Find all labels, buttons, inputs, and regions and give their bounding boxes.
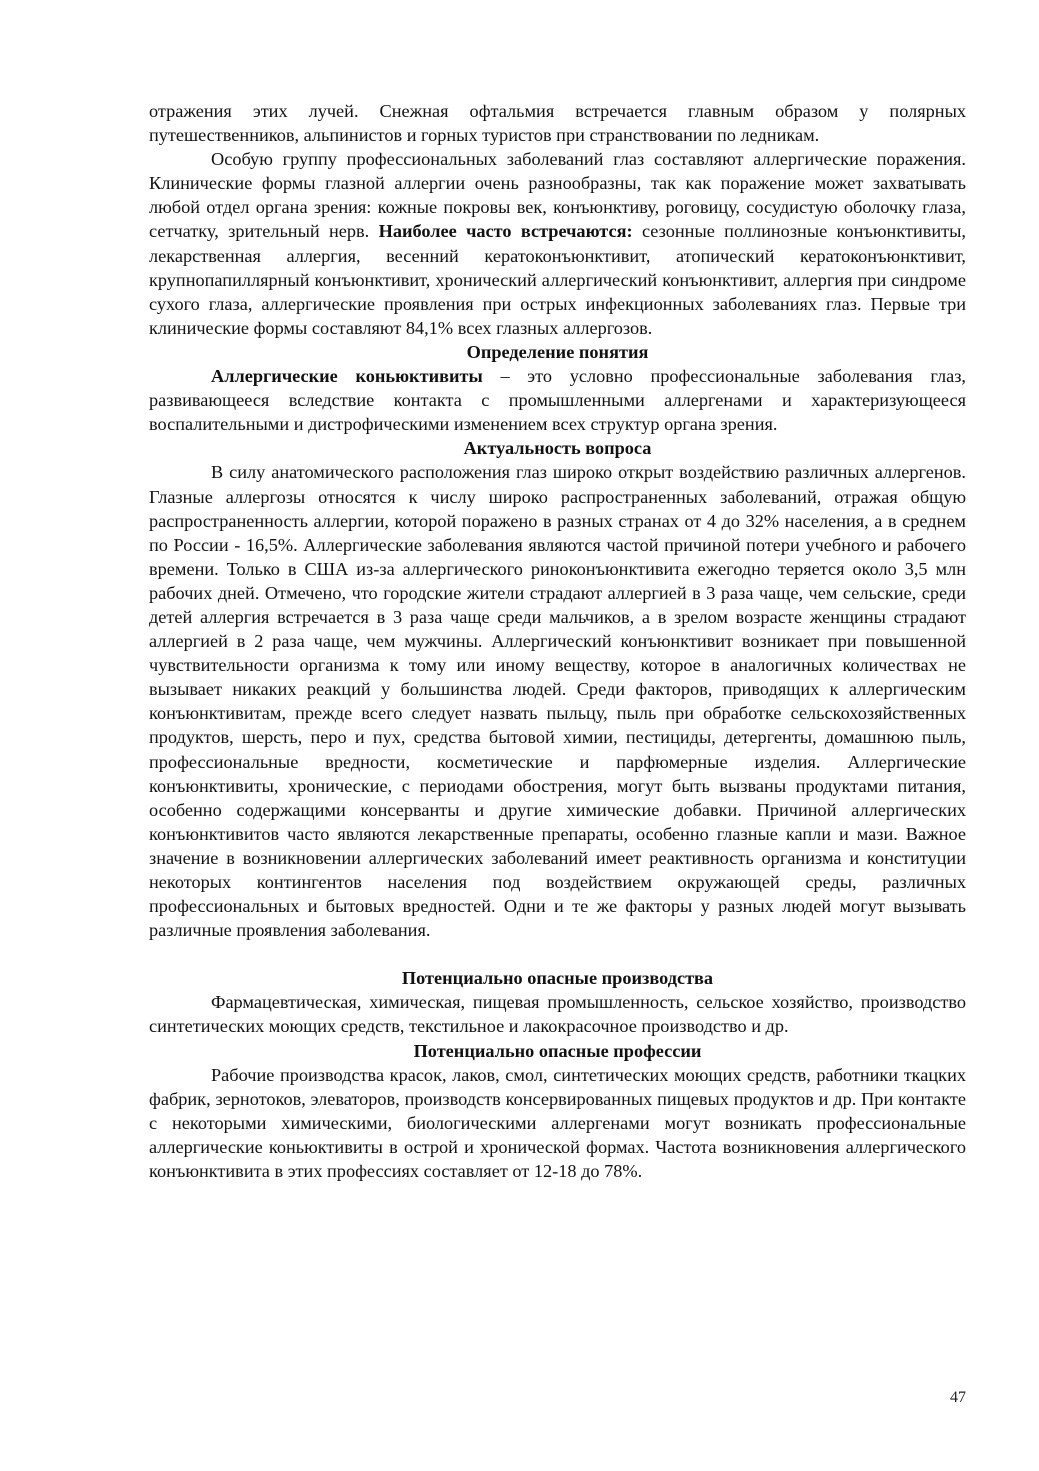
heading-professions: Потенциально опасные профессии xyxy=(413,1040,702,1061)
page-body xyxy=(149,99,966,1183)
spacer xyxy=(149,942,966,966)
heading-industries: Потенциально опасные производства xyxy=(401,968,714,989)
paragraph-definition xyxy=(149,364,966,436)
paragraph-professions: Рабочие производства красок, лаков, смол, синтетических моющих средств, работники ткацких фабрик, зернотоков, элеваторов, производств консервированных пищевых продуктов и др. При контакте с некоторыми химическими, биологическими аллергенами могут возникать профессиональные аллергические коньюктивиты в острой и хронической формах. Частота возникновения аллергического конъюнктивита в этих профессиях составляет от 12-18 до 78%. xyxy=(149,1064,966,1182)
heading-definition: Определение понятия xyxy=(466,341,649,362)
bold-phrase: Наиболее часто встречаются: xyxy=(378,221,633,242)
paragraph-text: сезонные поллинозные конъюнктивиты, лекарственная аллергия, весенний кератоконъюнктивит, атопический кератоконъюнктивит, крупнопапиллярный конъюнктивит, хронический аллергический конъюнктивит, аллергия при синдроме сухого глаза, аллергические проявления при острых инфекционных заболеваниях глаз. Первые три клинические формы составляют 84,1% всех глазных аллергозов. xyxy=(149,221,966,338)
paragraph-text: Особую группу профессиональных заболеваний глаз составляют аллергические поражения. Клинические формы глазной аллергии очень разнообразны, так как поражение может захватывать любой отдел органа зрения: кожные покровы век, конъюнктиву, роговицу, сосудистую оболочку глаза, сетчатку, зрительный нерв. xyxy=(149,149,966,242)
paragraph-industries: Фармацевтическая, химическая, пищевая промышленность, сельское хозяйство, производство синтетических моющих средств, текстильное и лакокрасочное производство и др. xyxy=(149,992,966,1037)
paragraph-relevance: В силу анатомического расположения глаз широко открыт воздействию различных аллергенов. Глазные аллергозы относятся к числу широко распространенных заболеваний, отражая общую распространенность аллергии, которой поражено в разных странах от 4 до 32% населения, а в среднем по России - 16,5%. Аллергические заболевания являются частой причиной потери учебного и рабочего времени. Только в США из-за аллергического риноконъюнктивита ежегодно теряется около 3,5 млн рабочих дней. Отмечено, что городские жители страдают аллергией в 3 раза чаще, чем сельские, среди детей аллергия встречается в 3 раза чаще среди мальчиков, а в зрелом возрасте женщины страдают аллергией в 2 раза чаще, чем мужчины. Аллергический конъюнктивит возникает при повышенной чувствительности организма к тому или иному веществу, которое в аналогичных количествах не вызывает никаких реакций у большинства людей. Среди факторов, приводящих к аллергическим конъюнктивитам, прежде всего следует назвать пыльцу, пыль при обработке сельскохозяйственных продуктов, шерсть, перо и пух, средства бытовой химии, пестициды, детергенты, домашнюю пыль, профессиональные вредности, косметические и парфюмерные изделия. Аллергические конъюнктивиты, хронические, с периодами обострения, могут быть вызваны продуктами питания, особенно содержащими консерванты и другие химические добавки. Причиной аллергических конъюнктивитов часто являются лекарственные препараты, особенно глазные капли и мази. Важное значение в возникновении аллергических заболеваний имеет реактивность организма и конституции некоторых контингентов населения под воздействием окружающей среды, различных профессиональных и бытовых вредностей. Одни и те же факторы у разных людей могут вызывать различные проявления заболевания. xyxy=(149,462,966,941)
paragraph-allergic-lesions xyxy=(149,147,966,340)
paragraph-text: – это условно профессиональные заболевания глаз, развивающееся вследствие контакта с промышленными аллергенами и характеризующееся воспалительными и дистрофическими изменением всех структур органа зрения. xyxy=(149,366,966,435)
paragraph-snow-ophthalmia: отражения этих лучей. Снежная офтальмия встречается главным образом у полярных путешественников, альпинистов и горных туристов при странствовании по ледникам. xyxy=(149,101,966,146)
bold-term: Аллергические коньюктивиты xyxy=(211,366,483,387)
page-number: 47 xyxy=(950,1389,966,1406)
heading-relevance: Актуальность вопроса xyxy=(463,438,652,459)
